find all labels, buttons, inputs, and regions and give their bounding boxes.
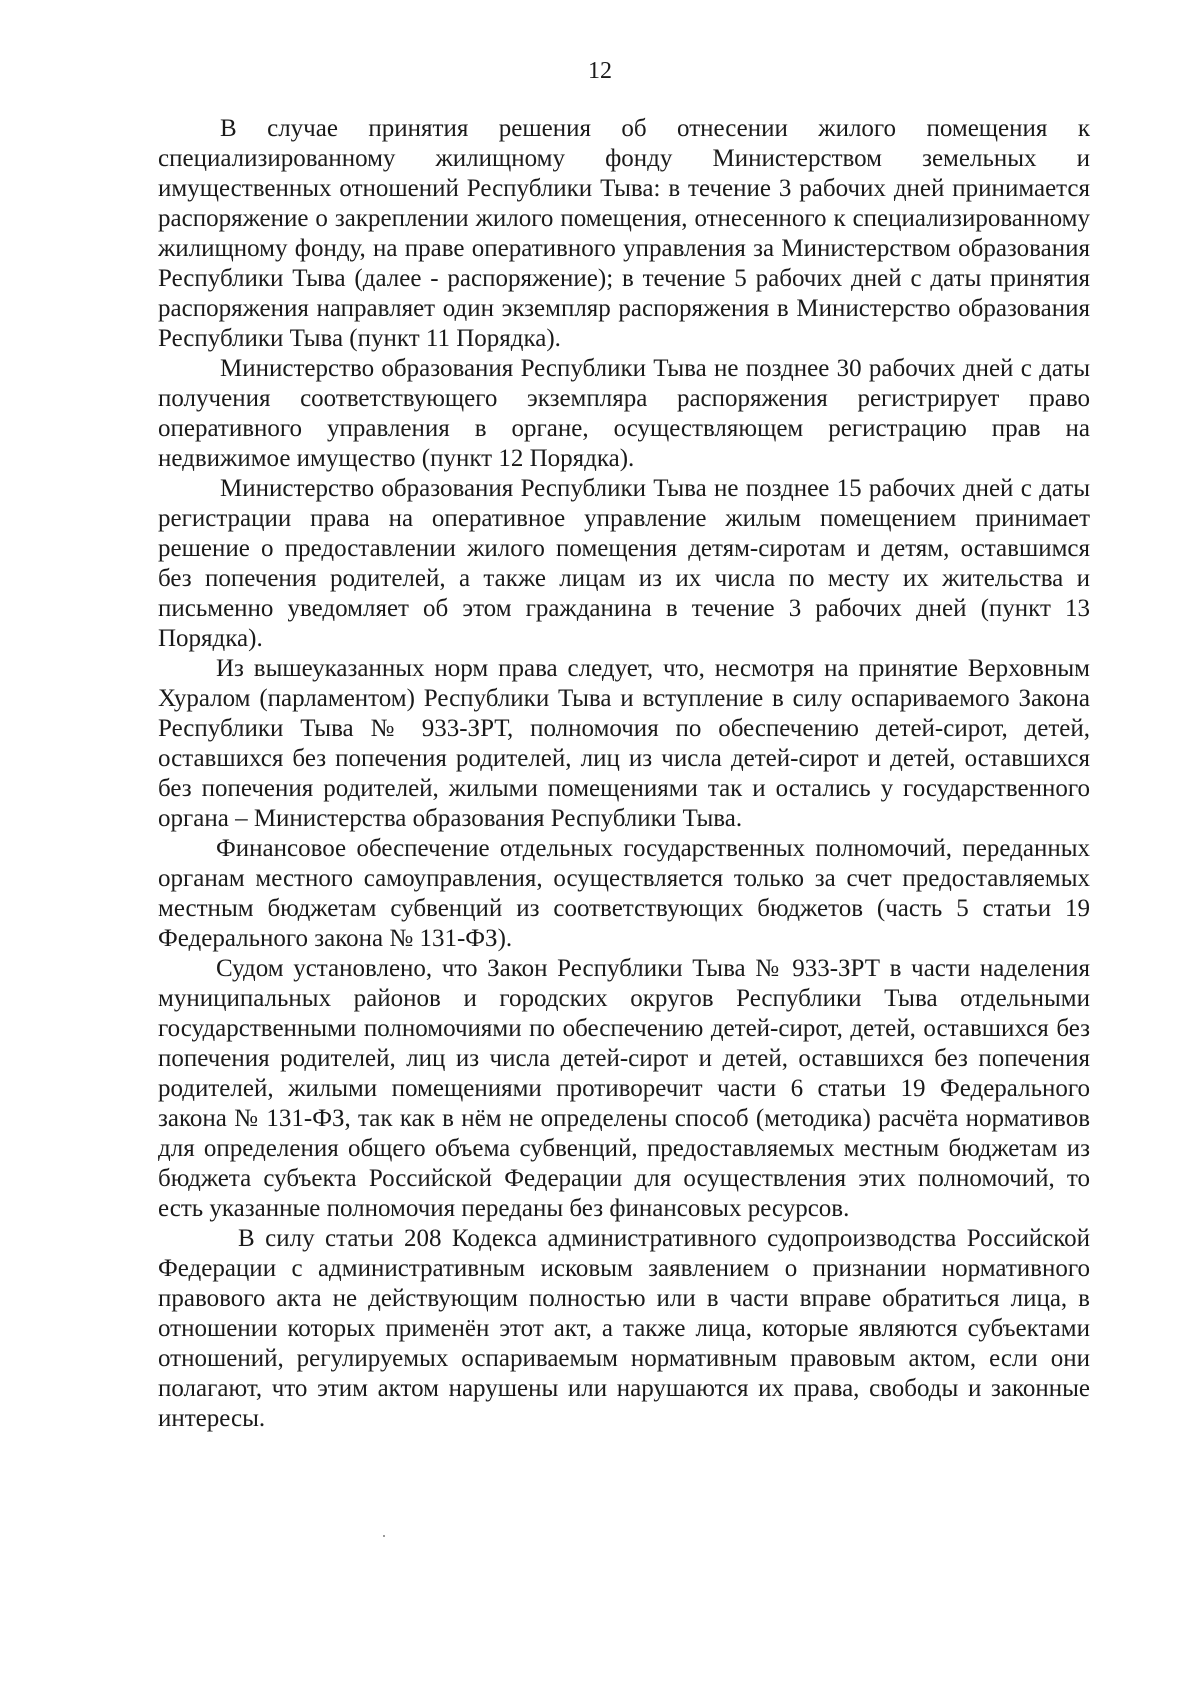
paragraph-1: В случае принятия решения об отнесении жилого помещения к специализированному жилищному фонду Министерством земельных и имущественных отношений Республики Тыва: в течение 3 рабочих дней принимается распоряжение о закреплении жилого помещения, отнесенного к специализированному жилищному фонду, на праве оперативного управления за Министерством образования Республики Тыва (далее - распоряжение); в течение 5 рабочих дней с даты принятия распоряжения направляет один экземпляр распоряжения в Министерство образования Республики Тыва (пункт 11 Порядка). bbox=[158, 115, 1090, 352]
paragraph-3: Министерство образования Республики Тыва не позднее 15 рабочих дней с даты регистрации права на оперативное управление жилым помещением принимает решение о предоставлении жилого помещения детям-сиротам и детям, оставшимся без попечения родителей, а также лицам из их числа по месту их жительства и письменно уведомляет об этом гражданина в течение 3 рабочих дней (пункт 13 Порядка). bbox=[158, 475, 1090, 652]
paragraph-5: Финансовое обеспечение отдельных государственных полномочий, переданных органам местного самоуправления, осуществляется только за счет предоставляемых местным бюджетам субвенций из соответствующих бюджетов (часть 5 статьи 19 Федерального закона № 131-ФЗ). bbox=[158, 835, 1090, 952]
scan-artifact bbox=[383, 1535, 385, 1537]
page-number: 12 bbox=[588, 58, 612, 84]
paragraph-4: Из вышеуказанных норм права следует, что, несмотря на принятие Верховным Хуралом (парламентом) Республики Тыва и вступление в силу оспариваемого Закона Республики Тыва № 933-ЗРТ, полномочия по обеспечению детей-сирот, детей, оставшихся без попечения родителей, лиц из числа детей-сирот и детей, оставшихся без попечения родителей, жилыми помещениями так и остались у государственного органа – Министерства образования Республики Тыва. bbox=[158, 655, 1090, 832]
paragraph-6: Судом установлено, что Закон Республики Тыва № 933-ЗРТ в части наделения муниципальных районов и городских округов Республики Тыва отдельными государственными полномочиями по обеспечению детей-сирот, детей, оставшихся без попечения родителей, лиц из числа детей-сирот и детей, оставшихся без попечения родителей, жилыми помещениями противоречит части 6 статьи 19 Федерального закона № 131-ФЗ, так как в нём не определены способ (методика) расчёта нормативов для определения общего объема субвенций, предоставляемых местным бюджетам из бюджета субъекта Российской Федерации для осуществления этих полномочий, то есть указанные полномочия переданы без финансовых ресурсов. bbox=[158, 955, 1090, 1222]
paragraph-2: Министерство образования Республики Тыва не позднее 30 рабочих дней с даты получения соответствующего экземпляра распоряжения регистрирует право оперативного управления в органе, осуществляющем регистрацию прав на недвижимое имущество (пункт 12 Порядка). bbox=[158, 355, 1090, 472]
paragraph-7: В силу статьи 208 Кодекса административного судопроизводства Российской Федерации с административным исковым заявлением о признании нормативного правового акта не действующим полностью или в части вправе обратиться лица, в отношении которых применён этот акт, а также лица, которые являются субъектами отношений, регулируемых оспариваемым нормативным правовым актом, если они полагают, что этим актом нарушены или нарушаются их права, свободы и законные интересы. bbox=[158, 1225, 1090, 1432]
document-body bbox=[158, 114, 1090, 1434]
